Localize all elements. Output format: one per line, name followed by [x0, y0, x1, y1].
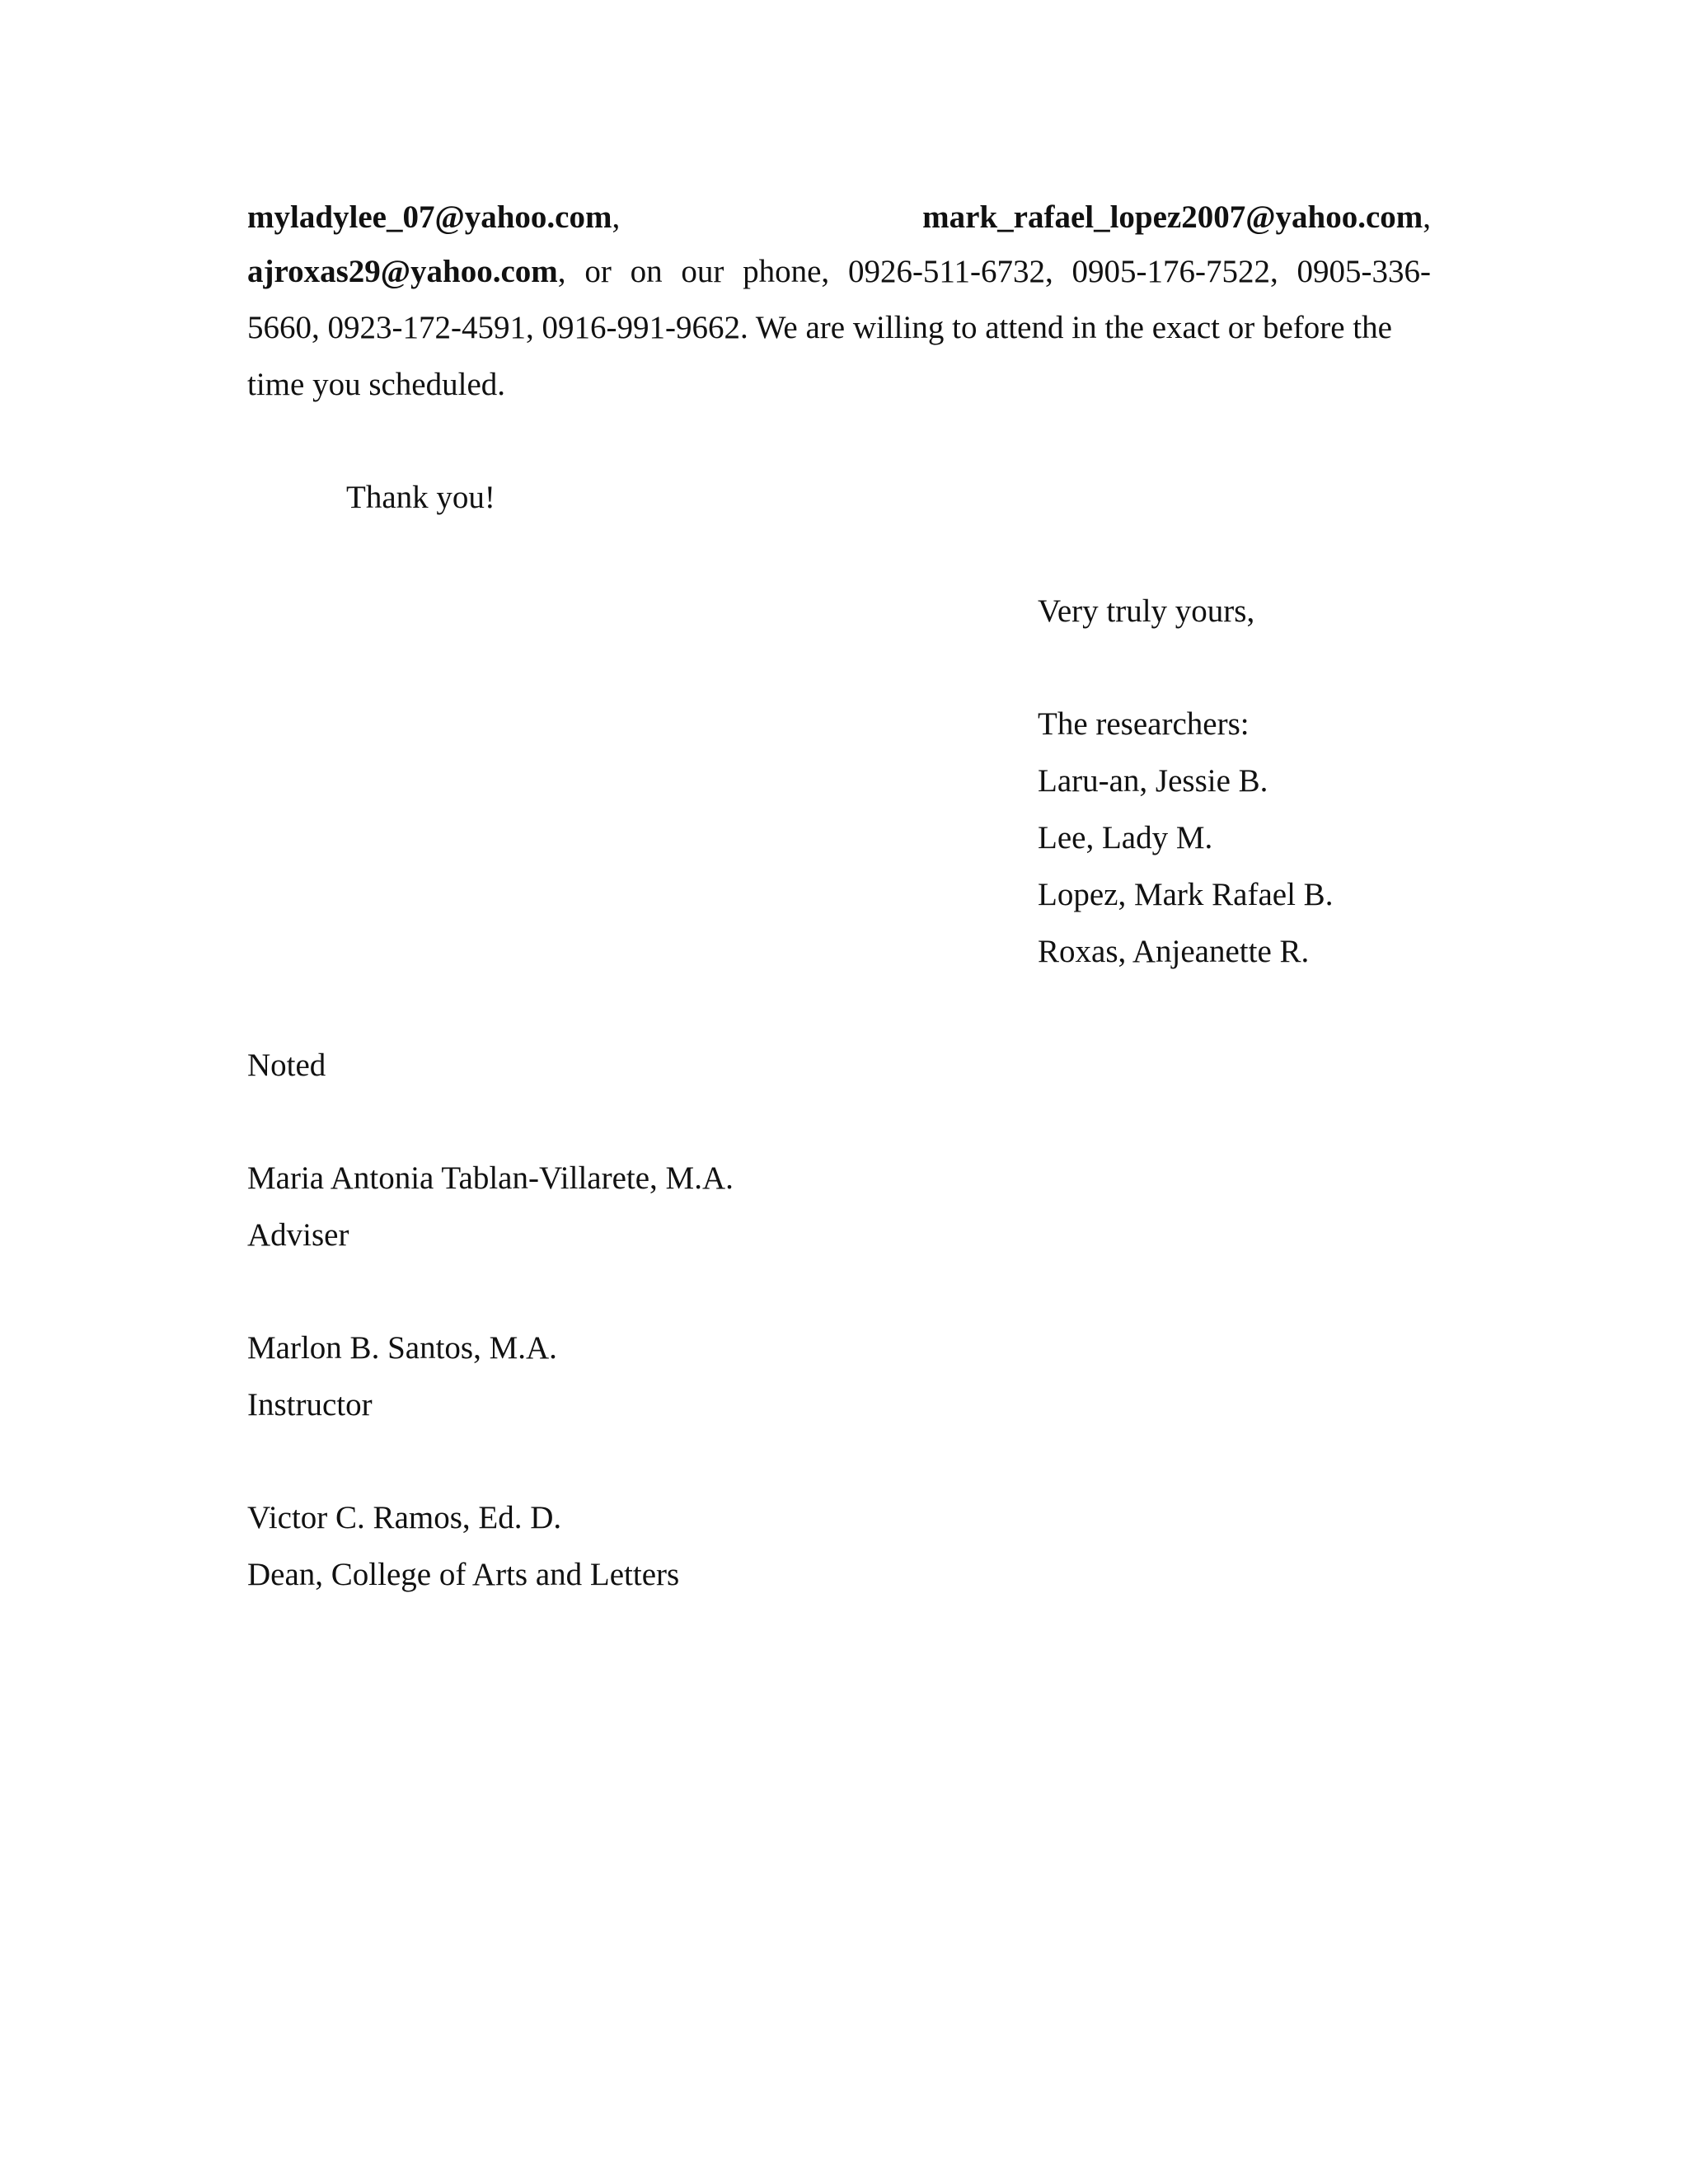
signatory-title: Adviser	[247, 1217, 349, 1253]
researchers-heading: The researchers:	[1038, 706, 1250, 742]
paragraph-word: on	[630, 254, 663, 289]
email-lady-lee: myladylee_07@yahoo.com,	[247, 199, 621, 235]
phone-number: 0905-336-	[1296, 254, 1431, 289]
signatory-name: Victor C. Ramos, Ed. D.	[247, 1500, 562, 1535]
signatory-title: Dean, College of Arts and Letters	[247, 1557, 680, 1592]
thank-you-line: Thank you!	[346, 480, 495, 515]
researcher-name: Lopez, Mark Rafael B.	[1038, 877, 1334, 912]
paragraph-line-1	[247, 198, 1431, 237]
paragraph-word: phone,	[743, 254, 830, 289]
researcher-name: Lee, Lady M.	[1038, 820, 1213, 855]
paragraph-word: or	[584, 254, 612, 289]
phone-number: 0905-176-7522,	[1071, 254, 1278, 289]
paragraph-line-4: time you scheduled.	[247, 367, 506, 402]
paragraph-word: our	[681, 254, 724, 289]
noted-label: Noted	[247, 1047, 326, 1083]
signatory-name: Marlon B. Santos, M.A.	[247, 1330, 557, 1366]
email-mark-rafael-lopez: mark_rafael_lopez2007@yahoo.com,	[922, 199, 1431, 235]
paragraph-line-2	[247, 252, 1431, 292]
phone-number: 0926-511-6732,	[847, 254, 1053, 289]
researcher-name: Roxas, Anjeanette R.	[1038, 934, 1310, 969]
paragraph-line-3: 5660, 0923-172-4591, 0916-991-9662. We are willing to attend in the exact or before the	[247, 310, 1392, 345]
signatory-name: Maria Antonia Tablan-Villarete, M.A.	[247, 1160, 734, 1196]
signatory-title: Instructor	[247, 1387, 373, 1422]
closing-line: Very truly yours,	[1038, 593, 1255, 629]
researcher-name: Laru-an, Jessie B.	[1038, 763, 1268, 799]
email-anjeanette-roxas: ajroxas29@yahoo.com,	[247, 254, 566, 289]
